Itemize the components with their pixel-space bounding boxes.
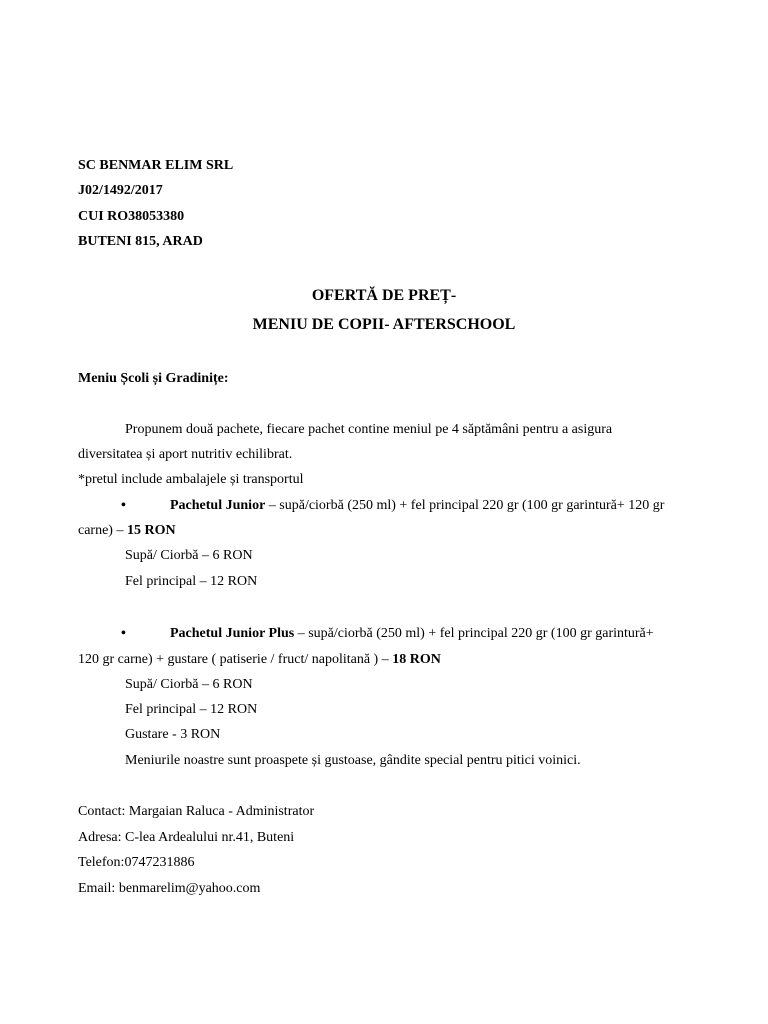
package-junior-plus-name: Pachetul Junior Plus (170, 626, 295, 641)
package-junior-desc-2: carne) – (78, 523, 127, 538)
package-junior-item: Supă/ Ciorbă – 6 RON (125, 548, 253, 563)
package-junior-plus-line-2 (78, 651, 441, 669)
package-junior-price: 15 RON (126, 523, 176, 538)
closing-statement: Meniurile noastre sunt proaspete și gustoase, gândite special pentru pitici voinici. (125, 753, 581, 768)
section-heading: Meniu Școli și Gradinițe: (78, 371, 229, 386)
package-junior-plus-desc-2: 120 gr carne) + gustare ( patiserie / fruct/ napolitană ) – (78, 652, 393, 667)
company-cui: CUI RO38053380 (78, 209, 185, 224)
package-junior-plus-item: Supă/ Ciorbă – 6 RON (125, 677, 253, 692)
bullet-junior: • (121, 498, 126, 513)
contact-email: Email: benmarelim@yahoo.com (78, 881, 261, 896)
price-note: *pretul include ambalajele și transportul (78, 472, 304, 487)
contact-person: Contact: Margaian Raluca - Administrator (78, 804, 315, 819)
company-address: BUTENI 815, ARAD (78, 234, 203, 249)
package-junior-name: Pachetul Junior (170, 498, 266, 513)
package-junior-line-2 (78, 522, 176, 540)
package-junior-plus-desc-1: – supă/ciorbă (250 ml) + fel principal 220 gr (100 gr garintură+ (294, 626, 654, 641)
intro-line-2: diversitatea și aport nutritiv echilibrat. (78, 447, 293, 462)
contact-phone: Telefon:0747231886 (78, 855, 195, 870)
package-junior-plus-item: Fel principal – 12 RON (125, 702, 258, 717)
contact-address: Adresa: C-lea Ardealului nr.41, Buteni (78, 830, 295, 845)
intro-line-1: Propunem două pachete, fiecare pachet contine meniul pe 4 săptămâni pentru a asigura (125, 422, 613, 437)
company-name: SC BENMAR ELIM SRL (78, 158, 234, 173)
offer-subtitle: MENIU DE COPII- AFTERSCHOOL (252, 316, 516, 333)
package-junior-plus-line-1 (170, 625, 654, 643)
package-junior-desc-1: – supă/ciorbă (250 ml) + fel principal 220 gr (100 gr garintură+ 120 gr (265, 498, 665, 513)
package-junior-plus-price: 18 RON (392, 652, 441, 667)
company-reg-number: J02/1492/2017 (78, 183, 163, 198)
package-junior-item: Fel principal – 12 RON (125, 574, 258, 589)
offer-title: OFERTĂ DE PREȚ- (311, 287, 457, 304)
package-junior-line-1 (170, 497, 664, 515)
package-junior-plus-item: Gustare - 3 RON (125, 727, 221, 742)
bullet-junior-plus: • (121, 626, 126, 641)
